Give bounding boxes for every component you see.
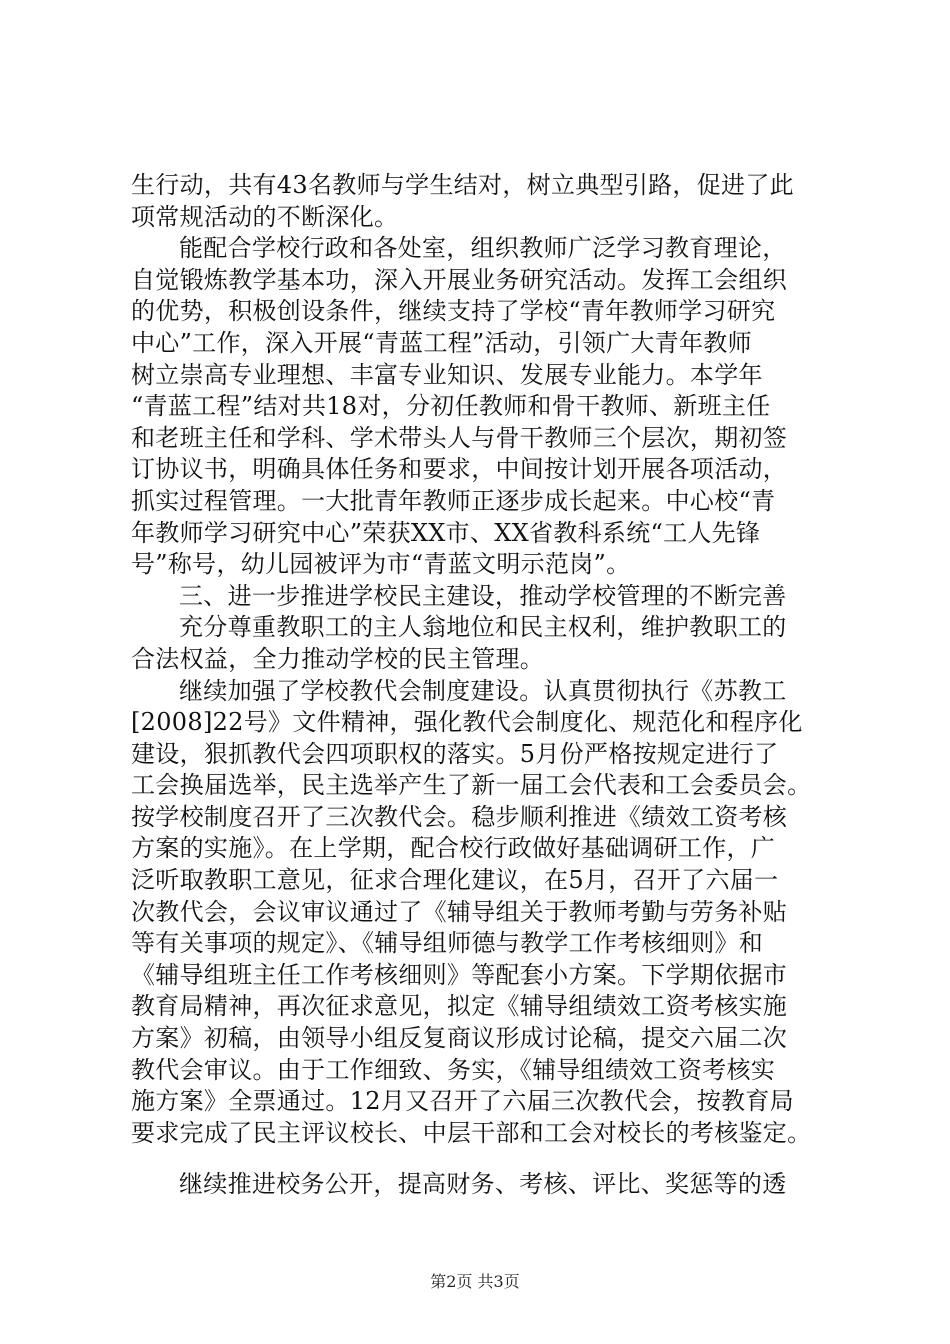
page-number-label: 第2页 共3页	[430, 1272, 520, 1291]
text-line: 继续推进校务公开，提高财务、考核、评比、奖惩等的透	[179, 1170, 787, 1199]
text-line: 能配合学校行政和各处室，组织教师广泛学习教育理论，	[179, 234, 787, 263]
text-line: 自觉锻炼教学基本功，深入开展业务研究活动。发挥工会组织	[131, 265, 788, 294]
text-line: 建设，狠抓教代会四项职权的落实。5月份严格按规定进行了	[131, 739, 779, 768]
text-line: 中心”工作，深入开展“青蓝工程”活动，引领广大青年教师	[131, 328, 752, 357]
text-line: 方案的实施》。在上学期，配合校行政做好基础调研工作，广	[131, 834, 776, 863]
text-line: 教育局精神，再次征求意见，拟定《辅导组绩效工资考核实施	[131, 992, 788, 1021]
text-line: “青蓝工程”结对共18对，分初任教师和骨干教师、新班主任	[131, 392, 771, 421]
text-line: 要求完成了民主评议校长、中层干部和工会对校长的考核鉴定。	[131, 1118, 812, 1147]
text-line: 生行动，共有43名教师与学生结对，树立典型引路，促进了此	[131, 171, 794, 199]
paragraph-gap	[131, 1149, 831, 1169]
text-line: 教代会审议。由于工作细致、务实，《辅导组绩效工资考核实	[131, 1055, 776, 1084]
text-line: 继续加强了学校教代会制度建设。认真贯彻执行《苏教工	[179, 676, 787, 705]
text-line: 的优势，积极创设条件，继续支持了学校“青年教师学习研究	[131, 297, 776, 326]
text-line: 树立崇高专业理想、丰富专业知识、发展专业能力。本学年	[131, 360, 763, 389]
text-line: 订协议书，明确具体任务和要求，中间按计划开展各项活动，	[131, 455, 788, 484]
text-line: 次教代会，会议审议通过了《辅导组关于教师考勤与劳务补贴	[131, 897, 788, 926]
body-text	[131, 170, 831, 1201]
section-heading: 三、进一步推进学校民主建设，推动学校管理的不断完善	[179, 581, 787, 610]
text-line: 年教师学习研究中心”荣获XX市、XX省教科系统“工人先锋	[131, 518, 761, 547]
text-line: 按学校制度召开了三次教代会。稳步顺利推进《绩效工资考核	[131, 802, 788, 831]
text-line: 工会换届选举，民主选举产生了新一届工会代表和工会委员会。	[131, 771, 812, 800]
text-line: 泛听取教职工意见，征求合理化建议，在5月，召开了六届一	[131, 866, 779, 895]
text-line: 抓实过程管理。一大批青年教师正逐步成长起来。中心校“青	[131, 486, 776, 515]
text-line: [2008]22号》文件精神，强化教代会制度化、规范化和程序化	[131, 708, 803, 737]
text-line: 合法权益，全力推动学校的民主管理。	[131, 644, 545, 673]
text-line: 项常规活动的不断深化。	[131, 202, 399, 231]
text-line: 《辅导组班主任工作考核细则》等配套小方案。下学期依据市	[131, 960, 788, 989]
text-line: 施方案》全票通过。12月又召开了六届三次教代会，按教育局	[131, 1087, 794, 1116]
text-line: 等有关事项的规定》、《辅导组师德与教学工作考核细则》和	[131, 929, 764, 958]
page-footer	[0, 1272, 950, 1292]
text-line: 充分尊重教职工的主人翁地位和民主权利，维护教职工的	[179, 613, 787, 642]
text-line: 号”称号，幼儿园被评为市“青蓝文明示范岗”。	[131, 550, 631, 579]
text-line: 方案》初稿，由领导小组反复商议形成讨论稿，提交六届二次	[131, 1024, 788, 1053]
text-line: 和老班主任和学科、学术带头人与骨干教师三个层次，期初签	[131, 423, 788, 452]
